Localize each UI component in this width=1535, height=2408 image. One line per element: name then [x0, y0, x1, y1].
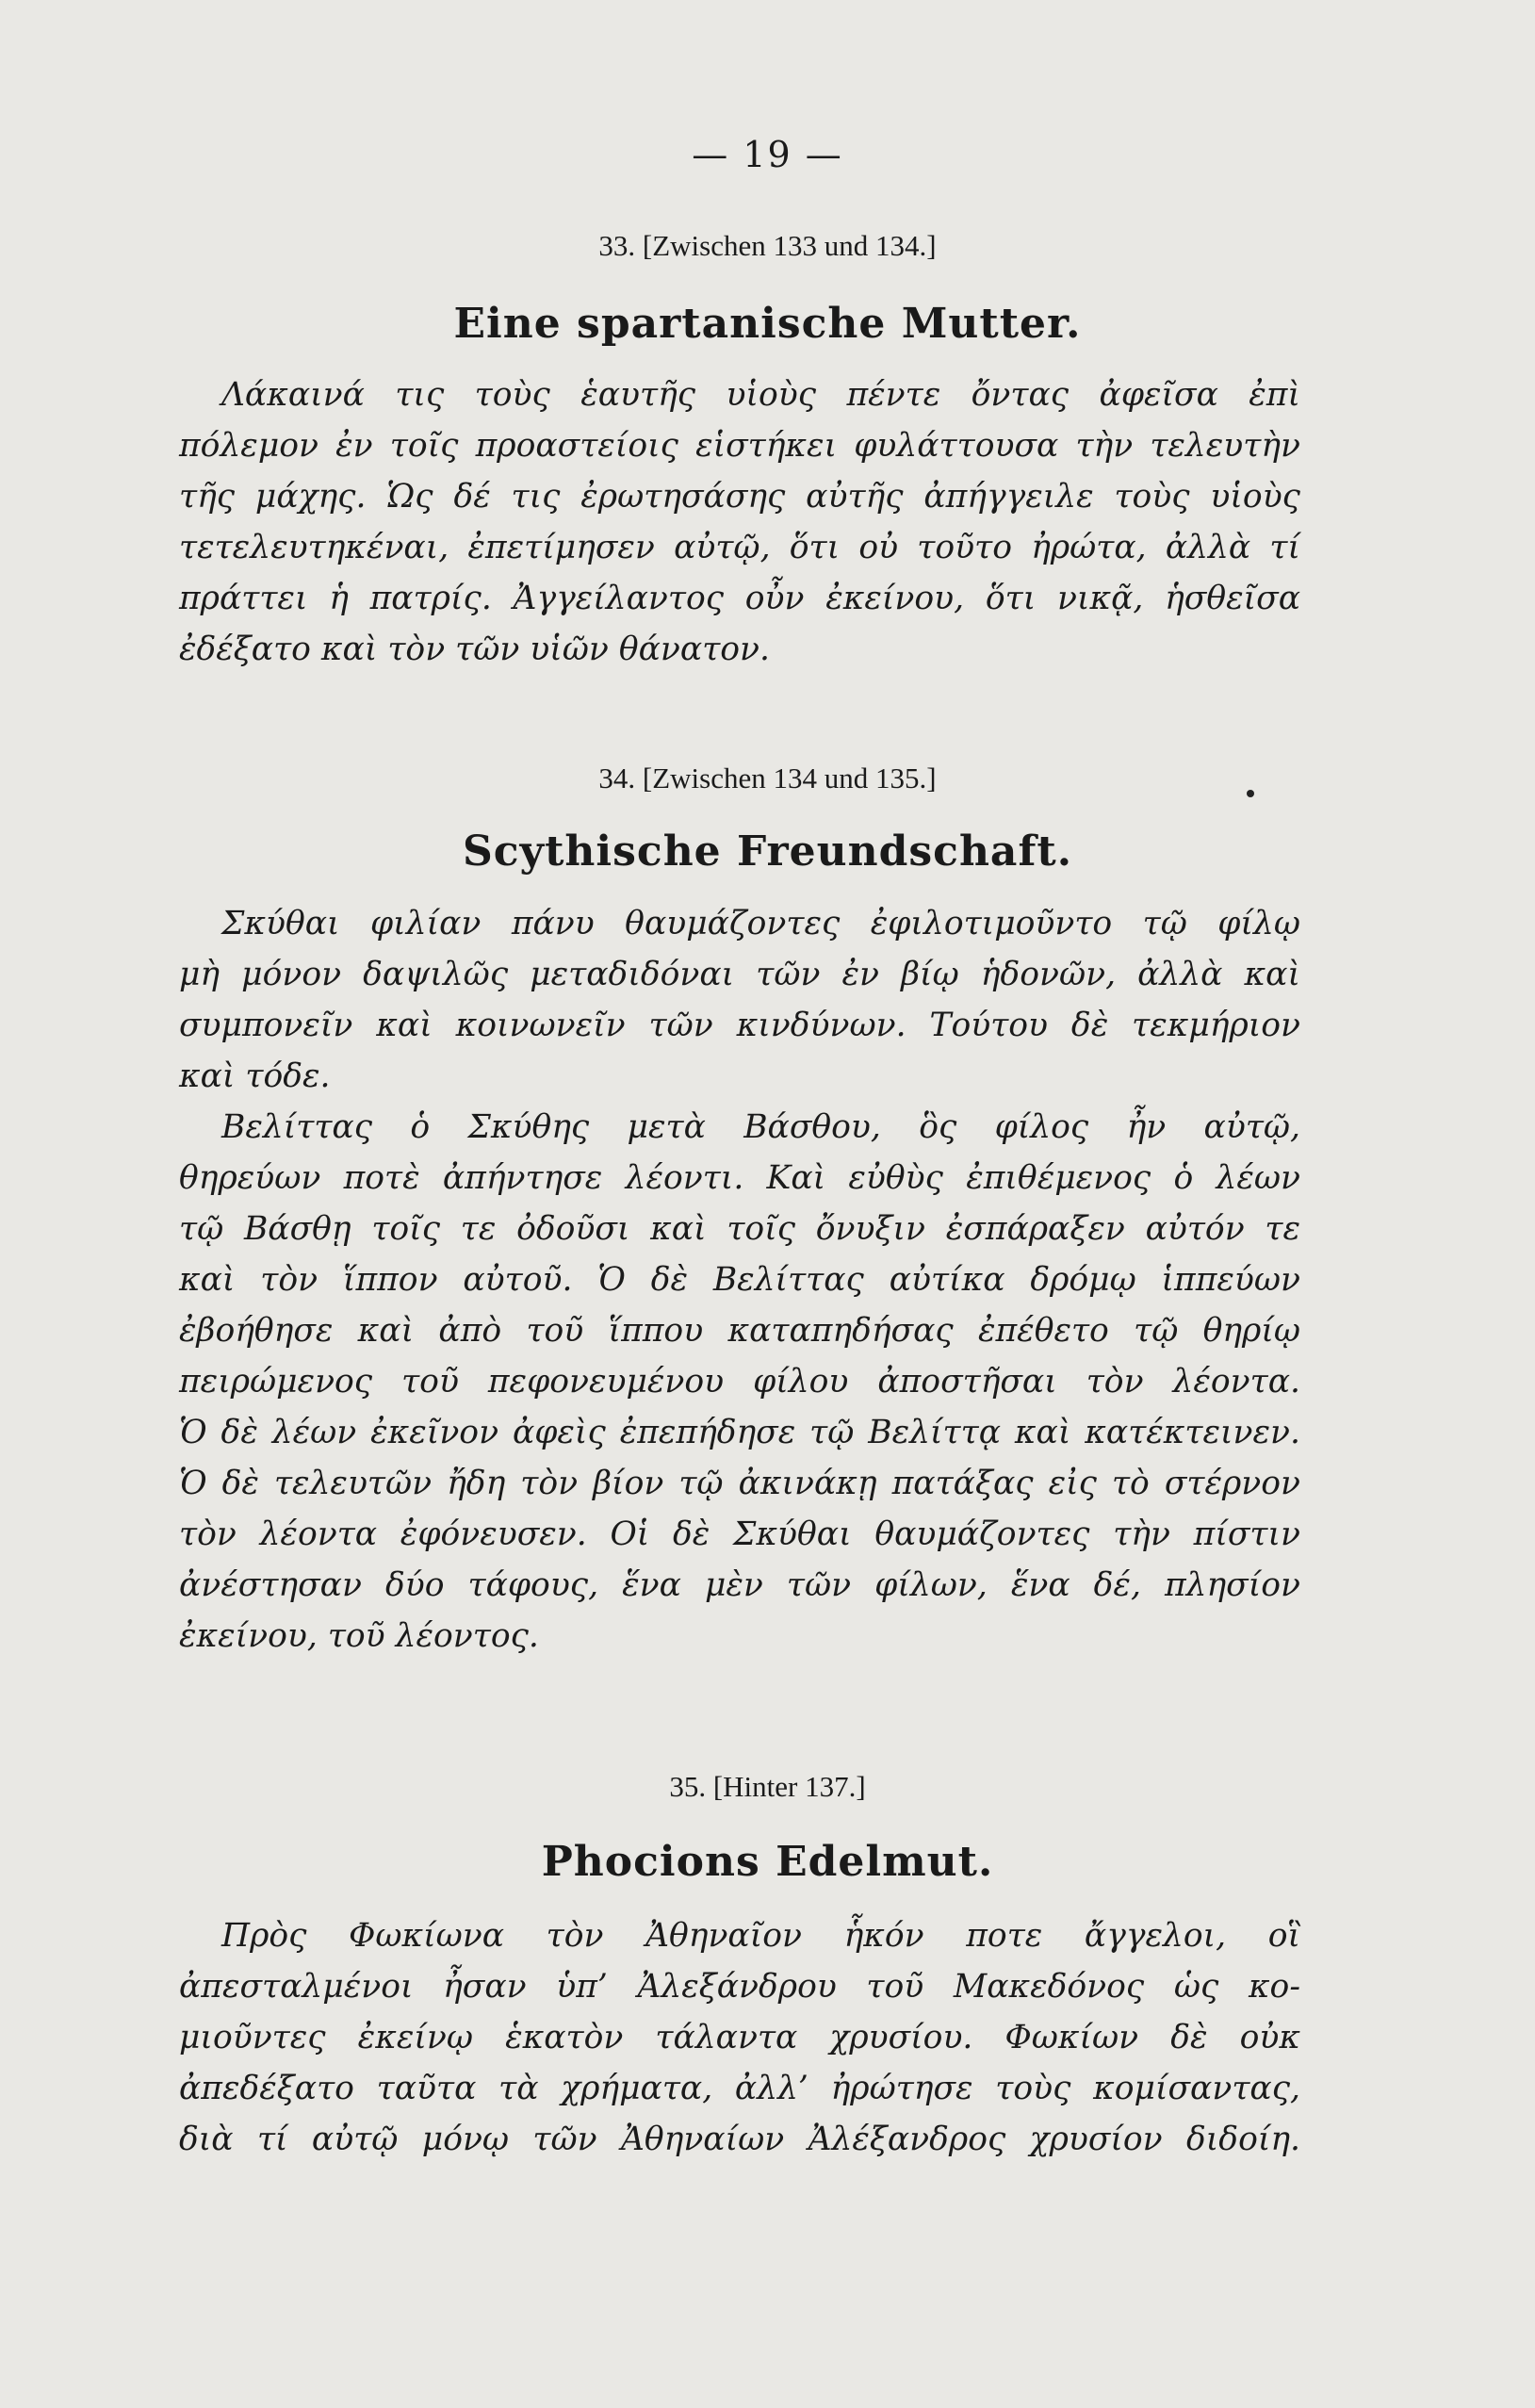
- text-line: τῆς μάχης. Ὡς δέ τις ἐρωτησάσης αὐτῆς ἀπήγγειλε τοὺς υἱοὺς: [179, 478, 1300, 516]
- section-35-title: Phocions Edelmut.: [541, 1838, 994, 1886]
- text-line: ἀπεδέξατο ταῦτα τὰ χρήματα, ἀλλ’ ἠρώτησε τοὺς κομίσαντας,: [179, 2070, 1300, 2107]
- text-line: Ὁ δὲ τελευτῶν ἤδη τὸν βίον τῷ ἀκινάκῃ πατάξας εἰς τὸ στέρνον: [179, 1465, 1300, 1502]
- text-line: συμπονεῖν καὶ κοινωνεῖν τῶν κινδύνων. Τούτου δὲ τεκμήριον: [179, 1007, 1300, 1044]
- text-line: διὰ τί αὐτῷ μόνῳ τῶν Ἀθηναίων Ἀλέξανδρος χρυσίον διδοίη.: [179, 2121, 1300, 2158]
- text-line: καὶ τόδε.: [179, 1057, 331, 1095]
- text-line: Ὁ δὲ λέων ἐκεῖνον ἀφεὶς ἐπεπήδησε τῷ Βελίττᾳ καὶ κατέκτεινεν.: [179, 1414, 1300, 1451]
- text-line: πράττει ἡ πατρίς. Ἀγγείλαντος οὖν ἐκείνου, ὅτι νικᾷ, ἡσθεῖσα: [179, 580, 1300, 617]
- section-33-title: Eine spartanische Mutter.: [453, 300, 1082, 348]
- print-speck: [1247, 790, 1254, 797]
- text-line: ἐβοήθησε καὶ ἀπὸ τοῦ ἵππου καταπηδήσας ἐπέθετο τῷ θηρίῳ: [179, 1312, 1300, 1350]
- section-34-title: Scythische Freundschaft.: [462, 827, 1073, 876]
- text-line: τὸν λέοντα ἐφόνευσεν. Οἱ δὲ Σκύθαι θαυμάζοντες τὴν πίστιν: [179, 1515, 1300, 1553]
- text-line: Πρὸς Φωκίωνα τὸν Ἀθηναῖον ἧκόν ποτε ἄγγελοι, οἳ: [221, 1917, 1300, 1955]
- text-line: Βελίττας ὁ Σκύθης μετὰ Βάσθου, ὃς φίλος ἦν αὐτῷ,: [221, 1108, 1300, 1146]
- text-line: τῷ Βάσθῃ τοῖς τε ὀδοῦσι καὶ τοῖς ὄνυξιν ἐσπάραξεν αὐτόν τε: [179, 1210, 1300, 1248]
- text-line: ἀνέστησαν δύο τάφους, ἕνα μὲν τῶν φίλων, ἕνα δέ, πλησίον: [179, 1566, 1300, 1604]
- text-line: ἀπεσταλμένοι ἦσαν ὑπ’ Ἀλεξάνδρου τοῦ Μακεδόνος ὡς κο-: [179, 1968, 1300, 2006]
- section-33-text: [179, 369, 1300, 675]
- section-35-number: 35. [Hinter 137.]: [669, 1770, 866, 1803]
- text-line: ἐκείνου, τοῦ λέοντος.: [179, 1617, 539, 1655]
- section-35-text: [179, 1910, 1300, 2165]
- text-line: θηρεύων ποτὲ ἀπήντησε λέοντι. Καὶ εὐθὺς ἐπιθέμενος ὁ λέων: [179, 1159, 1300, 1197]
- text-line: Σκύθαι φιλίαν πάνυ θαυμάζοντες ἐφιλοτιμοῦντο τῷ φίλῳ: [221, 905, 1300, 942]
- section-34-text: [179, 898, 1300, 1662]
- section-33-number: 33. [Zwischen 133 und 134.]: [598, 229, 937, 262]
- text-line: πόλεμον ἐν τοῖς προαστείοις εἱστήκει φυλάττουσα τὴν τελευτὴν: [179, 427, 1300, 465]
- text-line: πειρώμενος τοῦ πεφονευμένου φίλου ἀποστῆσαι τὸν λέοντα.: [179, 1363, 1300, 1401]
- section-34-number: 34. [Zwischen 134 und 135.]: [598, 762, 937, 794]
- text-line: μιοῦντες ἐκείνῳ ἑκατὸν τάλαντα χρυσίου. Φωκίων δὲ οὐκ: [179, 2019, 1300, 2056]
- text-line: τετελευτηκέναι, ἐπετίμησεν αὐτῷ, ὅτι οὐ τοῦτο ἠρώτα, ἀλλὰ τί: [179, 529, 1300, 566]
- text-line: ἐδέξατο καὶ τὸν τῶν υἱῶν θάνατον.: [179, 631, 770, 668]
- text-line: καὶ τὸν ἵππον αὐτοῦ. Ὁ δὲ Βελίττας αὐτίκα δρόμῳ ἱππεύων: [179, 1261, 1300, 1299]
- text-line: Λάκαινά τις τοὺς ἑαυτῆς υἱοὺς πέντε ὄντας ἀφεῖσα ἐπὶ: [221, 376, 1300, 414]
- page-number: — 19 —: [692, 134, 843, 175]
- text-line: μὴ μόνον δαψιλῶς μεταδιδόναι τῶν ἐν βίῳ ἡδονῶν, ἀλλὰ καὶ: [179, 956, 1300, 993]
